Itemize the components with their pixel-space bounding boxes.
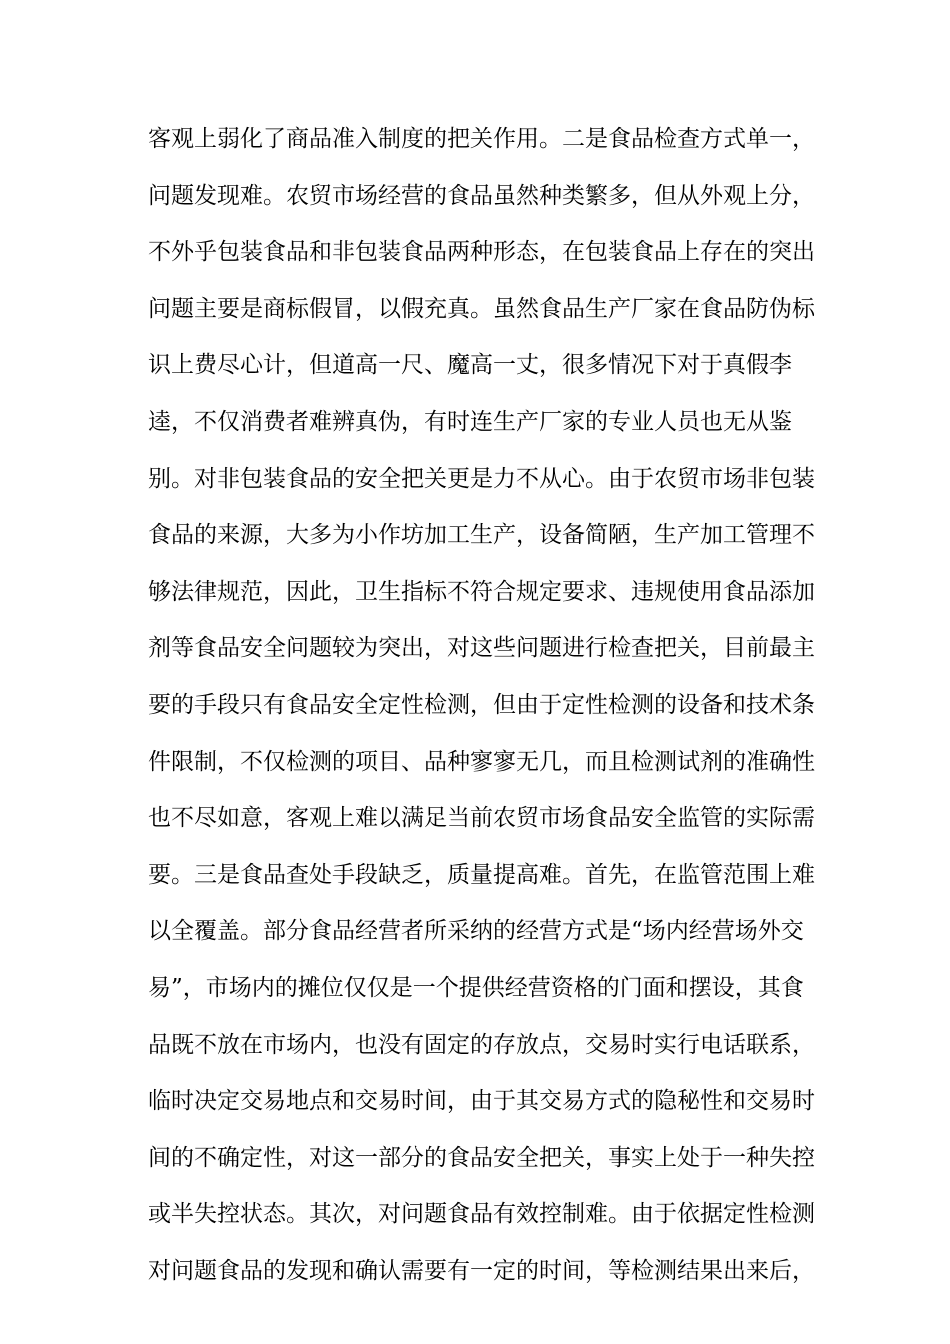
text-line: 识上费尽心计，但道高一尺、魔高一丈，很多情况下对于真假李 xyxy=(148,352,792,379)
text-line: 件限制，不仅检测的项目、品种寥寥无几，而且检测试剂的准确性 xyxy=(148,748,815,775)
text-line: 问题主要是商标假冒，以假充真。虽然食品生产厂家在食品防伪标 xyxy=(148,295,815,322)
text-line: 品既不放在市场内，也没有固定的存放点，交易时实行电话联系， xyxy=(148,1031,815,1058)
text-line: 客观上弱化了商品准入制度的把关作用。二是食品检查方式单一， xyxy=(148,126,815,152)
body-text xyxy=(148,119,815,1307)
text-line: 易”，市场内的摊位仅仅是一个提供经营资格的门面和摆设，其食 xyxy=(148,974,804,1001)
text-line: 够法律规范，因此，卫生指标不符合规定要求、违规使用食品添加 xyxy=(148,578,815,605)
text-line: 或半失控状态。其次，对问题食品有效控制难。由于依据定性检测 xyxy=(148,1201,815,1228)
text-line: 也不尽如意，客观上难以满足当前农贸市场食品安全监管的实际需 xyxy=(148,805,815,832)
text-line: 以全覆盖。部分食品经营者所采纳的经营方式是“场内经营场外交 xyxy=(148,918,804,945)
text-line: 间的不确定性，对这一部分的食品安全把关，事实上处于一种失控 xyxy=(148,1144,815,1171)
text-line: 逵，不仅消费者难辨真伪，有时连生产厂家的专业人员也无从鉴 xyxy=(148,408,792,435)
text-line: 对问题食品的发现和确认需要有一定的时间，等检测结果出来后， xyxy=(148,1257,815,1284)
text-line: 食品的来源，大多为小作坊加工生产，设备简陋，生产加工管理不 xyxy=(148,522,815,549)
text-line: 别。对非包装食品的安全把关更是力不从心。由于农贸市场非包装 xyxy=(148,465,815,492)
text-line: 问题发现难。农贸市场经营的食品虽然种类繁多，但从外观上分， xyxy=(148,182,815,209)
text-line: 临时决定交易地点和交易时间，由于其交易方式的隐秘性和交易时 xyxy=(148,1088,815,1115)
text-line: 剂等食品安全问题较为突出，对这些问题进行检查把关，目前最主 xyxy=(148,635,815,662)
text-line: 要。三是食品查处手段缺乏，质量提高难。首先，在监管范围上难 xyxy=(148,861,815,888)
text-line: 不外乎包装食品和非包装食品两种形态，在包装食品上存在的突出 xyxy=(148,239,815,266)
text-line: 要的手段只有食品安全定性检测，但由于定性检测的设备和技术条 xyxy=(148,691,815,718)
